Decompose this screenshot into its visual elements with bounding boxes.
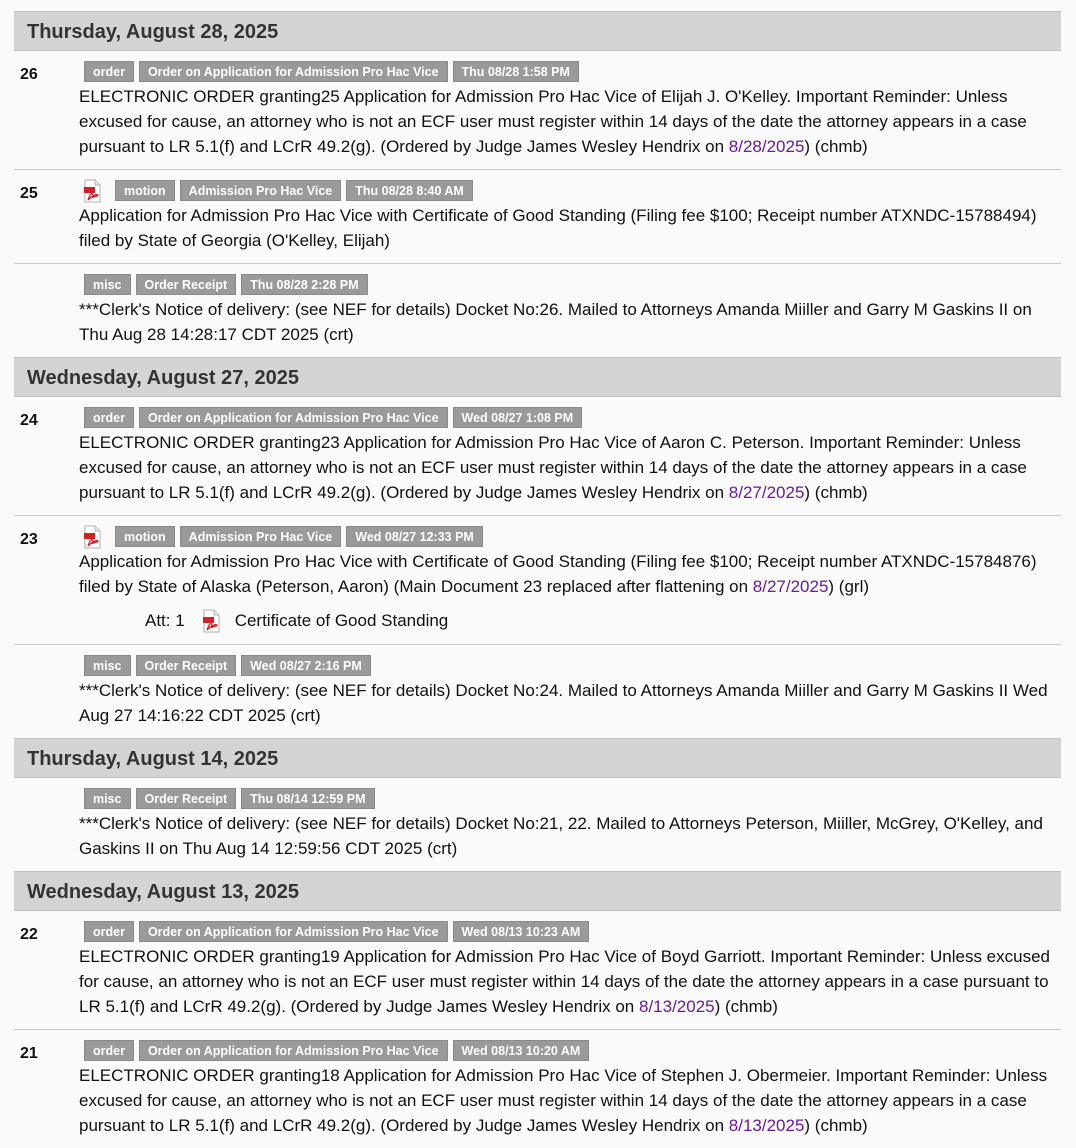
date-link[interactable]: 8/13/2025 — [639, 997, 715, 1016]
subtype-badge: Order on Application for Admission Pro Hac Vice — [139, 1040, 448, 1061]
day-header: Thursday, August 14, 2025 — [14, 738, 1061, 778]
type-badge: misc — [84, 788, 131, 809]
pdf-file-icon[interactable] — [80, 179, 104, 203]
timestamp-badge: Wed 08/27 2:16 PM — [241, 655, 371, 676]
type-badge: misc — [84, 274, 131, 295]
entry-description — [79, 944, 1051, 1019]
entry-tags — [79, 655, 1051, 676]
docket-entry — [14, 645, 1061, 738]
description-text: Application for Admission Pro Hac Vice with Certificate of Good Standing (Filing fee $100; Receipt number ATXNDC-15784876) filed by State of Alaska (Peterson, Aaron) (Main Document 23 replaced after flattening on — [79, 552, 1037, 596]
entry-number: 25 — [20, 185, 38, 202]
subtype-badge: Order Receipt — [136, 788, 237, 809]
description-text: ELECTRONIC ORDER granting25 Application for Admission Pro Hac Vice of Elijah J. O'Kelley. Important Reminder: Unless excused for cause, an attorney who is not an ECF user must register within 14 days of the date the attorney appears in a case pursuant to LR 5.1(f) and LCrR 49.2(g). (Ordered by Judge James Wesley Hendrix on — [79, 87, 1027, 156]
subtype-badge: Admission Pro Hac Vice — [180, 180, 342, 201]
entry-tags — [79, 1040, 1051, 1061]
subtype-badge: Order Receipt — [136, 274, 237, 295]
description-text: ELECTRONIC ORDER granting19 Application for Admission Pro Hac Vice of Boyd Garriott. Important Reminder: Unless excused for cause, an attorney who is not an ECF user must register within 14 days of the date the attorney appears in a case pursuant to LR 5.1(f) and LCrR 49.2(g). (Ordered by Judge James Wesley Hendrix on — [79, 947, 1050, 1016]
description-text: ELECTRONIC ORDER granting23 Application for Admission Pro Hac Vice of Aaron C. Peterson. Important Reminder: Unless excused for cause, an attorney who is not an ECF user must register within 14 days of the date the attorney appears in a case pursuant to LR 5.1(f) and LCrR 49.2(g). (Ordered by Judge James Wesley Hendrix on — [79, 433, 1027, 502]
docket-entry — [14, 170, 1061, 264]
entry-number: 23 — [20, 531, 38, 548]
entry-number: 24 — [20, 412, 38, 429]
description-text: Application for Admission Pro Hac Vice with Certificate of Good Standing (Filing fee $100; Receipt number ATXNDC-15788494) filed by State of Georgia (O'Kelley, Elijah) — [79, 206, 1037, 250]
subtype-badge: Order on Application for Admission Pro Hac Vice — [139, 407, 448, 428]
docket-entry — [14, 778, 1061, 871]
description-suffix: ) (chmb) — [804, 483, 868, 502]
entry-tags — [79, 180, 1051, 201]
entry-number: 22 — [20, 926, 38, 943]
description-suffix: ) (chmb) — [804, 137, 868, 156]
timestamp-badge: Thu 08/28 1:58 PM — [453, 61, 579, 82]
entry-tags — [79, 921, 1051, 942]
docket-list — [14, 11, 1061, 1148]
date-link[interactable]: 8/27/2025 — [752, 577, 829, 596]
description-text: ***Clerk's Notice of delivery: (see NEF for details) Docket No:21, 22. Mailed to Attorneys Peterson, Miiller, McGrey, O'Kelley, and Gaskins II on Thu Aug 14 12:59:56 CDT 2025 (crt) — [79, 814, 1043, 858]
entry-description — [79, 549, 1051, 599]
entry-number: 26 — [20, 66, 38, 83]
entry-number: 21 — [20, 1045, 38, 1062]
description-text: ***Clerk's Notice of delivery: (see NEF for details) Docket No:24. Mailed to Attorneys Amanda Miiller and Garry M Gaskins II Wed Aug 27 14:16:22 CDT 2025 (crt) — [79, 681, 1048, 725]
timestamp-badge: Wed 08/13 10:23 AM — [453, 921, 590, 942]
entry-tags — [79, 788, 1051, 809]
entry-tags — [79, 274, 1051, 295]
type-badge: order — [84, 407, 134, 428]
entry-tags — [79, 61, 1051, 82]
entry-description — [79, 203, 1051, 253]
entry-tags — [79, 407, 1051, 428]
description-suffix: ) (chmb) — [714, 997, 778, 1016]
type-badge: order — [84, 921, 134, 942]
date-link[interactable]: 8/27/2025 — [728, 483, 805, 502]
type-badge: motion — [115, 180, 175, 201]
attachment-row — [79, 608, 1051, 634]
description-text: ***Clerk's Notice of delivery: (see NEF for details) Docket No:26. Mailed to Attorneys Amanda Miiller and Garry M Gaskins II on Thu Aug 28 14:28:17 CDT 2025 (crt) — [79, 300, 1032, 344]
timestamp-badge: Thu 08/28 8:40 AM — [346, 180, 473, 201]
day-header: Wednesday, August 13, 2025 — [14, 871, 1061, 911]
docket-entry — [14, 397, 1061, 516]
pdf-file-icon[interactable] — [80, 525, 104, 549]
type-badge: misc — [84, 655, 131, 676]
date-link[interactable]: 8/13/2025 — [728, 1116, 805, 1135]
docket-entry — [14, 1030, 1061, 1148]
entry-description — [79, 811, 1051, 861]
entry-tags — [79, 526, 1051, 547]
pdf-file-icon[interactable] — [199, 609, 223, 633]
attachment-label: Att: 1 — [145, 611, 185, 630]
docket-entry — [14, 264, 1061, 357]
entry-description — [79, 678, 1051, 728]
entry-description — [79, 297, 1051, 347]
type-badge: order — [84, 61, 134, 82]
description-suffix: ) (grl) — [828, 577, 870, 596]
docket-entry — [14, 911, 1061, 1030]
entry-description — [79, 84, 1051, 159]
day-header: Thursday, August 28, 2025 — [14, 11, 1061, 51]
timestamp-badge: Thu 08/28 2:28 PM — [241, 274, 367, 295]
timestamp-badge: Wed 08/27 12:33 PM — [346, 526, 483, 547]
day-header: Wednesday, August 27, 2025 — [14, 357, 1061, 397]
subtype-badge: Order Receipt — [136, 655, 237, 676]
subtype-badge: Admission Pro Hac Vice — [180, 526, 342, 547]
entry-description — [79, 430, 1051, 505]
type-badge: order — [84, 1040, 134, 1061]
timestamp-badge: Wed 08/13 10:20 AM — [453, 1040, 590, 1061]
timestamp-badge: Thu 08/14 12:59 PM — [241, 788, 374, 809]
subtype-badge: Order on Application for Admission Pro Hac Vice — [139, 61, 448, 82]
docket-entry — [14, 516, 1061, 645]
timestamp-badge: Wed 08/27 1:08 PM — [453, 407, 583, 428]
date-link[interactable]: 8/28/2025 — [728, 137, 805, 156]
description-suffix: ) (chmb) — [804, 1116, 868, 1135]
subtype-badge: Order on Application for Admission Pro Hac Vice — [139, 921, 448, 942]
attachment-name: Certificate of Good Standing — [234, 611, 449, 630]
entry-description — [79, 1063, 1051, 1138]
description-text: ELECTRONIC ORDER granting18 Application for Admission Pro Hac Vice of Stephen J. Obermeier. Important Reminder: Unless excused for cause, an attorney who is not an ECF user must register within 14 days of the date the attorney appears in a case pursuant to LR 5.1(f) and LCrR 49.2(g). (Ordered by Judge James Wesley Hendrix on — [79, 1066, 1048, 1135]
type-badge: motion — [115, 526, 175, 547]
docket-entry — [14, 51, 1061, 170]
